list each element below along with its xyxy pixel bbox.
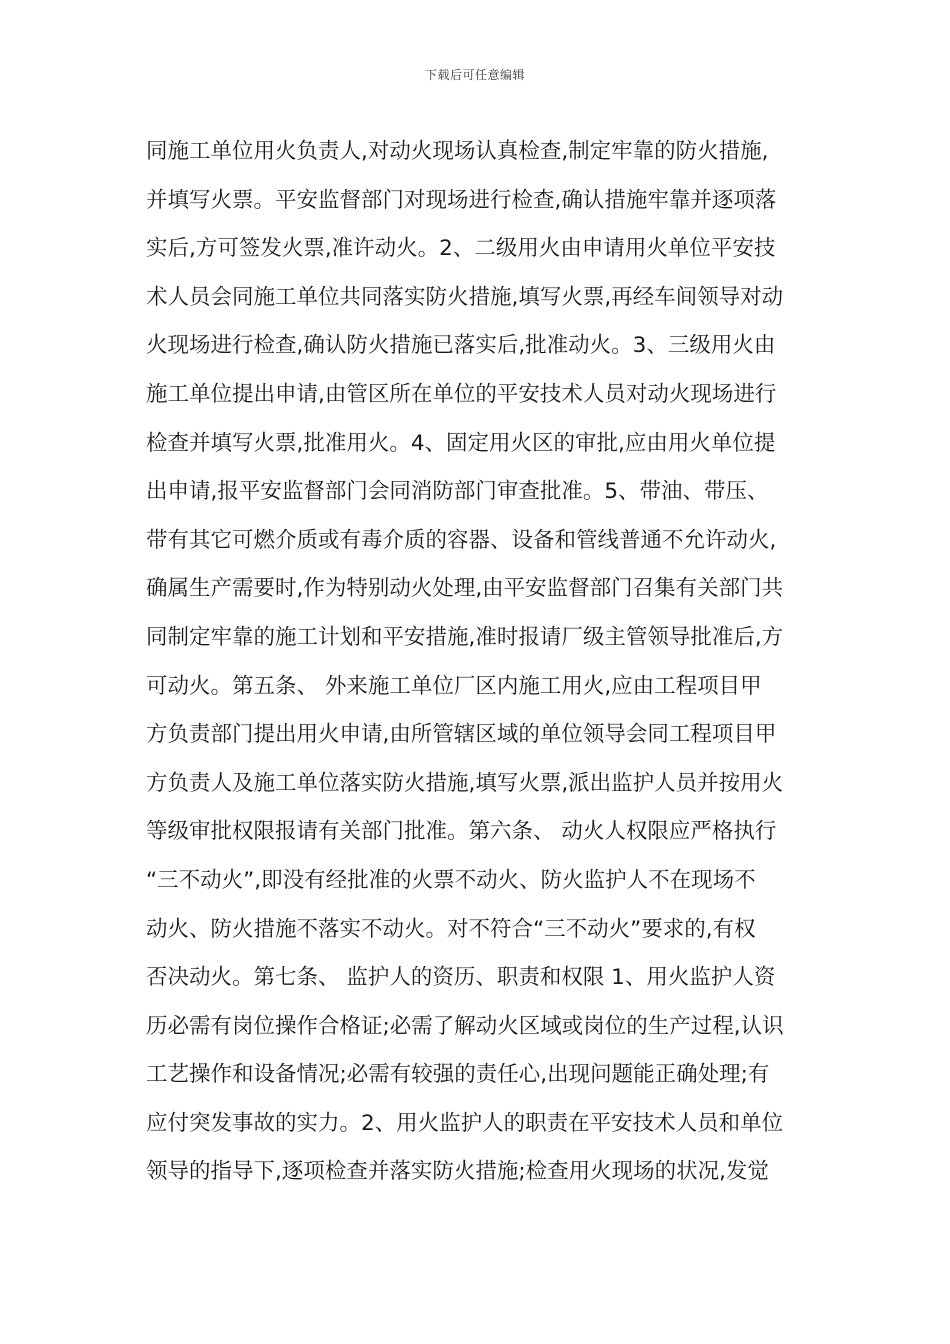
text-line: 确属生产需要时,作为特别动火处理,由平安监督部门召集有关部门共 (146, 576, 784, 602)
text-line: 等级审批权限报请有关部门批准。第六条、 动火人权限应严格执行 (146, 819, 777, 845)
text-line: 领导的指导下,逐项检查并落实防火措施;检查用火现场的状况,发觉 (146, 1159, 769, 1185)
text-line: “三不动火”,即没有经批准的火票不动火、防火监护人不在现场不 (146, 867, 756, 893)
text-line: 动火、防火措施不落实不动火。对不符合“三不动火”要求的,有权 (146, 916, 756, 942)
text-line: 实后,方可签发火票,准许动火。2、二级用火由申请用火单位平安技 (146, 236, 776, 262)
text-line: 否决动火。第七条、 监护人的资历、职责和权限 1、用火监护人资 (146, 965, 776, 991)
text-line: 同施工单位用火负责人,对动火现场认真检查,制定牢靠的防火措施, (146, 139, 769, 164)
text-line: 应付突发事故的实力。2、用火监护人的职责在平安技术人员和单位 (146, 1110, 784, 1136)
body-text (146, 128, 806, 1197)
text-line: 带有其它可燃介质或有毒介质的容器、设备和管线普通不允许动火, (146, 527, 777, 553)
text-line: 并填写火票。平安监督部门对现场进行检查,确认措施牢靠并逐项落 (146, 187, 777, 213)
text-line: 方负责部门提出用火申请,由所管辖区域的单位领导会同工程项目甲 (146, 722, 777, 748)
header-note: 下载后可任意编辑 (424, 68, 525, 82)
text-line: 施工单位提出申请,由管区所在单位的平安技术人员对动火现场进行 (146, 381, 777, 407)
text-line: 检查并填写火票,批准用火。4、固定用火区的审批,应由用火单位提 (146, 430, 776, 456)
text-line: 历必需有岗位操作合格证;必需了解动火区域或岗位的生产过程,认识 (146, 1013, 784, 1039)
text-line: 可动火。第五条、 外来施工单位厂区内施工用火,应由工程项目甲 (146, 673, 762, 699)
text-line: 工艺操作和设备情况;必需有较强的责任心,出现问题能正确处理;有 (146, 1062, 770, 1088)
text-line: 同制定牢靠的施工计划和平安措施,准时报请厂级主管领导批准后,方 (146, 624, 784, 650)
text-line: 方负责人及施工单位落实防火措施,填写火票,派出监护人员并按用火 (146, 770, 784, 796)
text-line: 火现场进行检查,确认防火措施已落实后,批准动火。3、三级用火由 (146, 333, 776, 359)
text-line: 出申请,报平安监督部门会同消防部门审查批准。5、带油、带压、 (146, 479, 769, 505)
text-line: 术人员会同施工单位共同落实防火措施,填写火票,再经车间领导对动 (146, 284, 784, 310)
